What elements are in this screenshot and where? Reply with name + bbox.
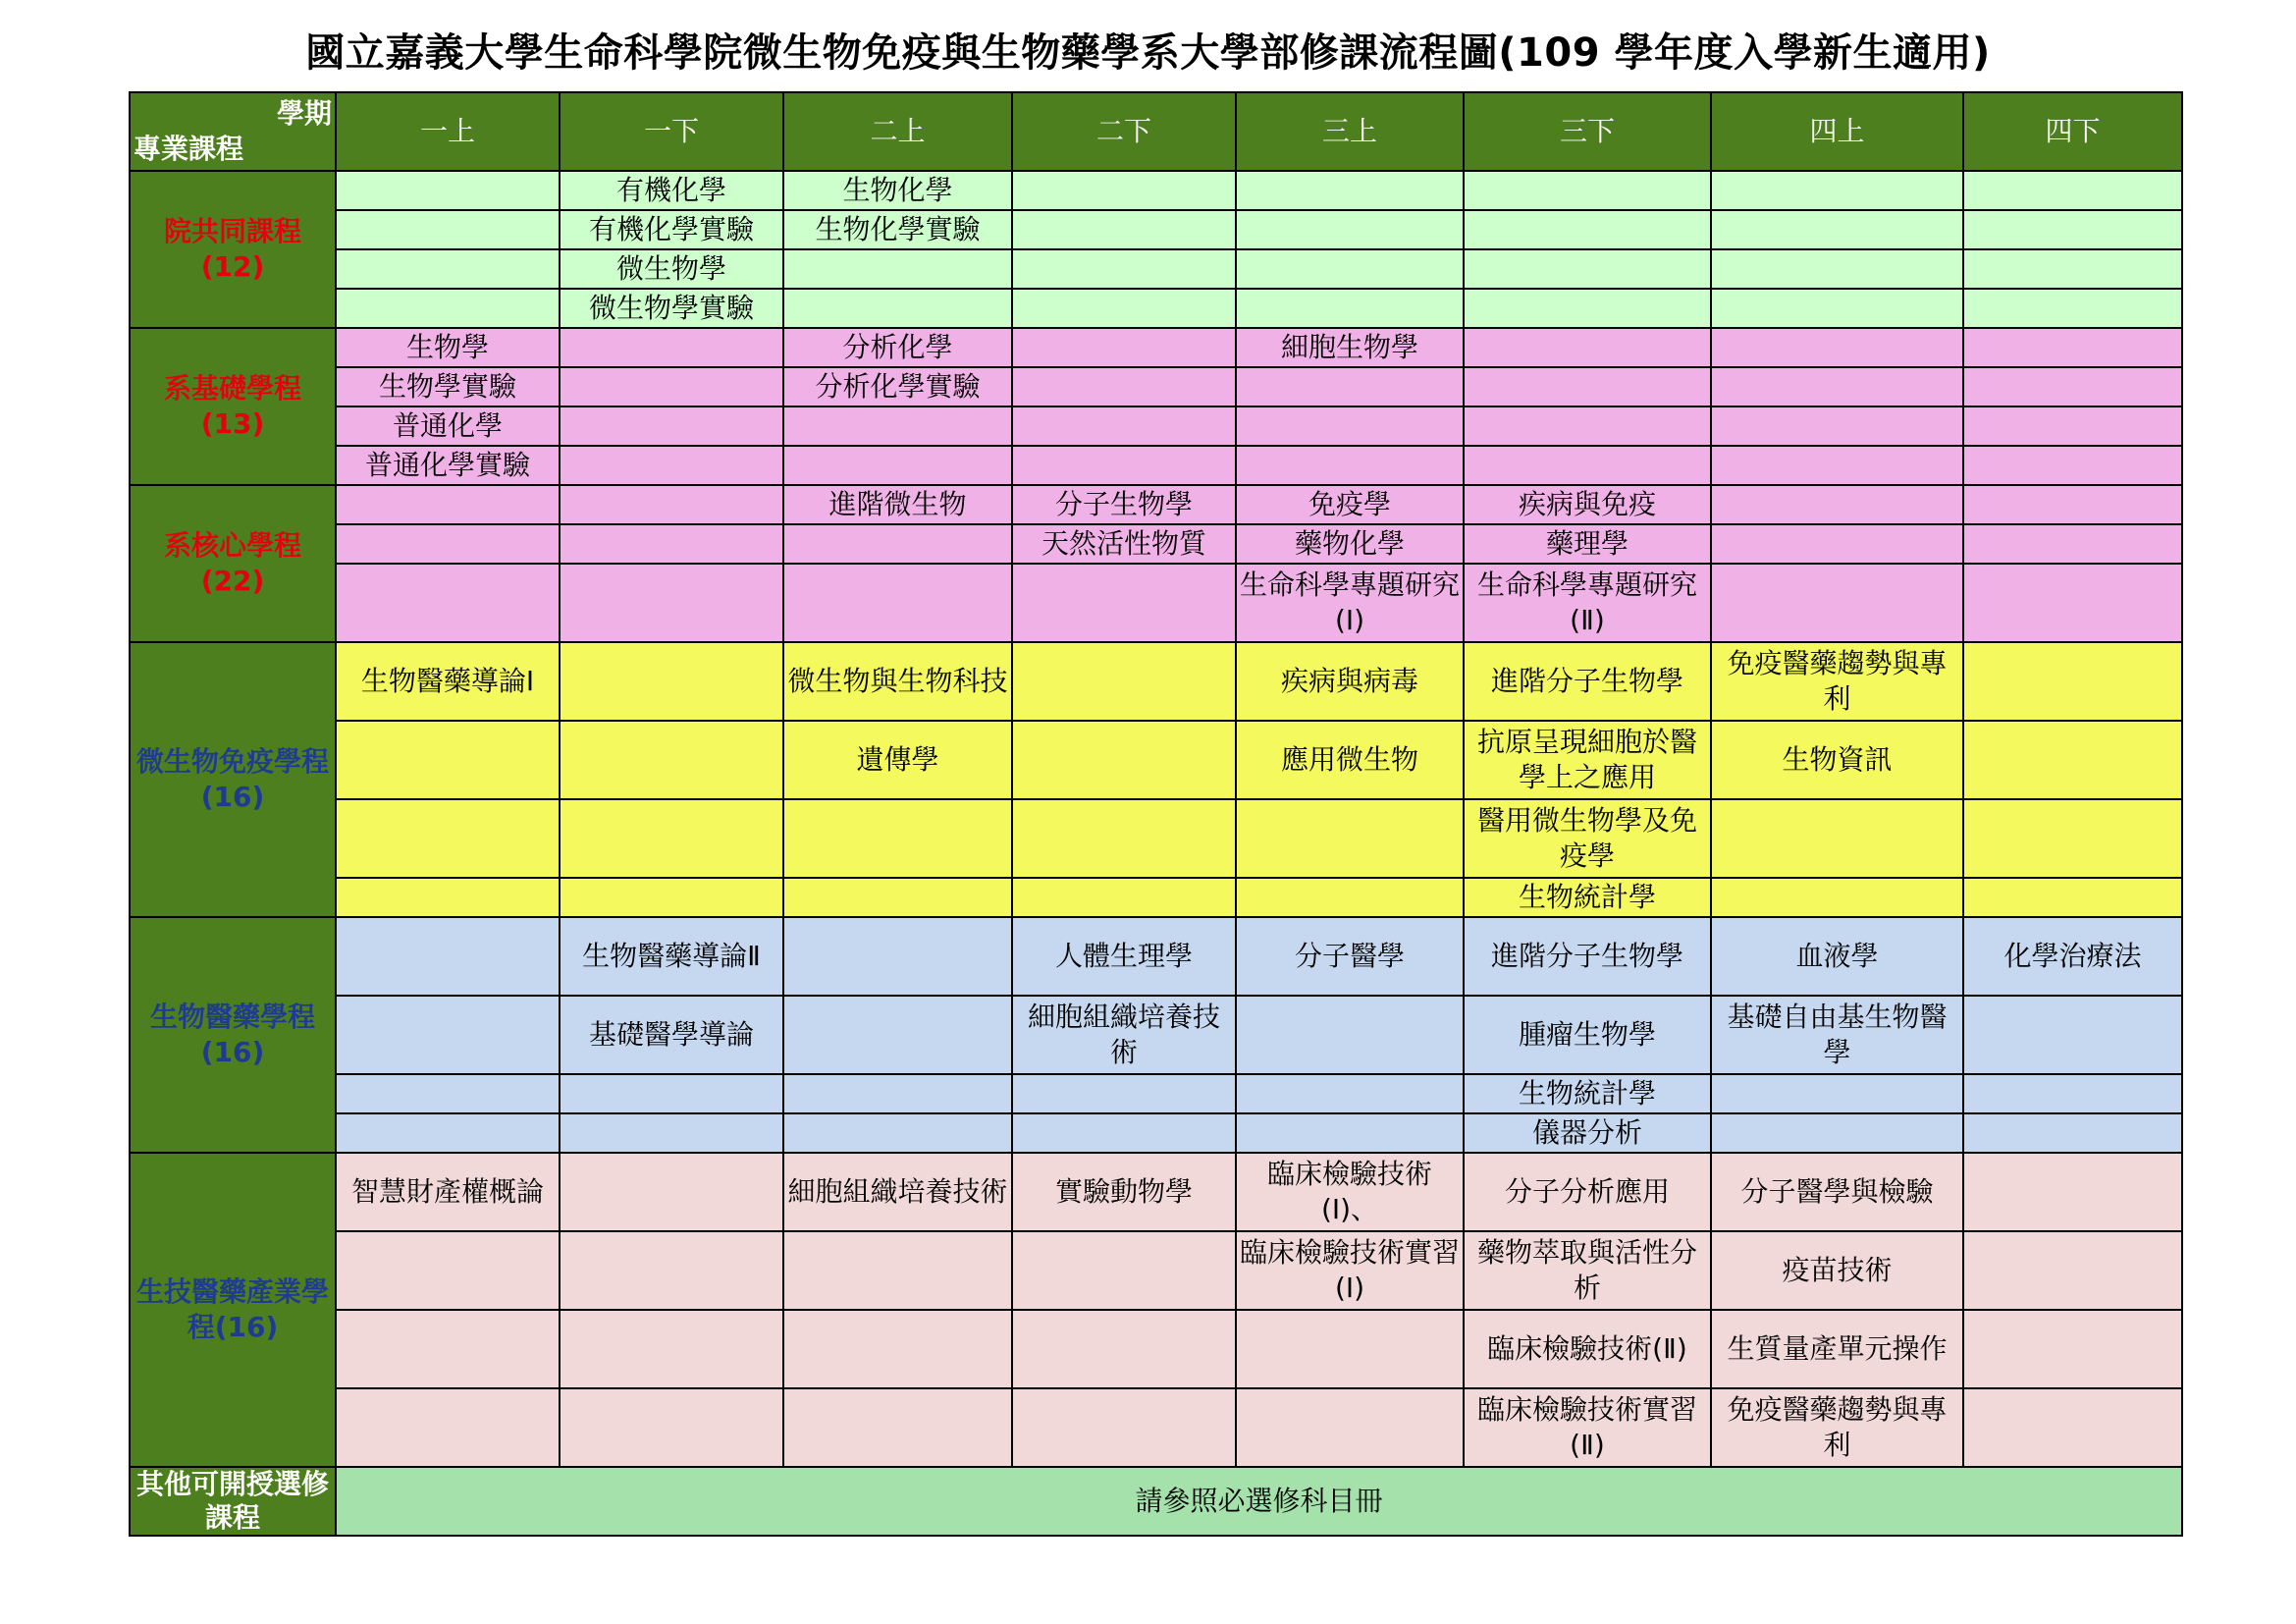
program-name: 微生物免疫學程(16): [135, 745, 329, 813]
course-cell: [1711, 210, 1963, 249]
course-cell: [1963, 289, 2182, 328]
course-cell: [1963, 1113, 2182, 1153]
course-cell: [560, 1310, 783, 1388]
course-row: [130, 996, 2182, 1074]
course-cell: [336, 210, 560, 249]
course-cell: 分子醫學與檢驗: [1711, 1153, 1963, 1231]
course-cell: [1012, 249, 1236, 289]
course-cell: 人體生理學: [1012, 917, 1236, 996]
course-cell: 進階分子生物學: [1464, 642, 1711, 721]
course-row: [130, 917, 2182, 996]
course-cell: [336, 1388, 560, 1467]
course-row: [130, 485, 2182, 524]
course-row: [130, 799, 2182, 878]
course-cell: [1012, 171, 1236, 210]
course-cell: [1963, 878, 2182, 917]
other-electives-row: [130, 1467, 2182, 1536]
course-cell: [1012, 367, 1236, 406]
program-label: [130, 1153, 336, 1467]
course-cell: [1236, 446, 1464, 485]
course-cell: 生命科學專題研究(Ⅰ): [1236, 564, 1464, 642]
course-cell: [1963, 524, 2182, 564]
course-cell: [1012, 721, 1236, 799]
course-cell: [1012, 1231, 1236, 1310]
course-cell: 生物學: [336, 328, 560, 367]
course-cell: [783, 524, 1012, 564]
course-row: [130, 446, 2182, 485]
course-cell: [1236, 367, 1464, 406]
program-label: [130, 171, 336, 328]
course-cell: 疫苗技術: [1711, 1231, 1963, 1310]
course-cell: 抗原呈現細胞於醫學上之應用: [1464, 721, 1711, 799]
course-cell: 生物醫藥導論Ⅱ: [560, 917, 783, 996]
course-cell: [1711, 1113, 1963, 1153]
course-cell: [1963, 367, 2182, 406]
course-cell: 生物統計學: [1464, 878, 1711, 917]
course-cell: 基礎醫學導論: [560, 996, 783, 1074]
course-cell: 臨床檢驗技術(Ⅰ)、: [1236, 1153, 1464, 1231]
course-cell: [560, 721, 783, 799]
course-cell: [1012, 1310, 1236, 1388]
course-cell: 進階分子生物學: [1464, 917, 1711, 996]
course-cell: [783, 799, 1012, 878]
course-cell: [336, 721, 560, 799]
course-cell: [560, 1074, 783, 1113]
course-row: [130, 1153, 2182, 1231]
course-cell: [336, 799, 560, 878]
course-row: [130, 721, 2182, 799]
course-cell: [1711, 289, 1963, 328]
course-cell: [1012, 289, 1236, 328]
course-cell: 臨床檢驗技術實習(Ⅰ): [1236, 1231, 1464, 1310]
course-cell: 遺傳學: [783, 721, 1012, 799]
page-title: 國立嘉義大學生命科學院微生物免疫與生物藥學系大學部修課流程圖(109 學年度入學新生適用): [305, 30, 1991, 76]
course-cell: [1464, 289, 1711, 328]
course-cell: [560, 328, 783, 367]
course-cell: [1711, 524, 1963, 564]
course-cell: [560, 878, 783, 917]
course-cell: 基礎自由基生物醫學: [1711, 996, 1963, 1074]
course-cell: 生物統計學: [1464, 1074, 1711, 1113]
program-label: [130, 642, 336, 917]
course-cell: [1711, 171, 1963, 210]
course-cell: [1464, 446, 1711, 485]
course-cell: 生質量產單元操作: [1711, 1310, 1963, 1388]
course-cell: [1012, 328, 1236, 367]
course-cell: [336, 289, 560, 328]
semester-header: 三上: [1236, 92, 1464, 171]
course-cell: [1012, 878, 1236, 917]
course-cell: [560, 406, 783, 446]
course-cell: [336, 996, 560, 1074]
course-row: [130, 564, 2182, 642]
course-cell: 疾病與病毒: [1236, 642, 1464, 721]
course-cell: [1236, 171, 1464, 210]
course-cell: [560, 1153, 783, 1231]
course-cell: [1963, 406, 2182, 446]
course-cell: [1236, 1310, 1464, 1388]
course-flow-table: [129, 91, 2183, 1537]
course-cell: [560, 1231, 783, 1310]
course-cell: [1963, 642, 2182, 721]
course-cell: 分子分析應用: [1464, 1153, 1711, 1231]
course-cell: 血液學: [1711, 917, 1963, 996]
course-row: [130, 1113, 2182, 1153]
course-cell: 細胞組織培養技術: [783, 1153, 1012, 1231]
course-row: [130, 367, 2182, 406]
course-cell: 智慧財產權概論: [336, 1153, 560, 1231]
course-cell: 分子醫學: [1236, 917, 1464, 996]
course-row: [130, 406, 2182, 446]
course-cell: [1963, 1074, 2182, 1113]
course-cell: 免疫醫藥趨勢與專利: [1711, 1388, 1963, 1467]
course-cell: [336, 1113, 560, 1153]
course-cell: [1236, 1113, 1464, 1153]
course-cell: 生命科學專題研究(Ⅱ): [1464, 564, 1711, 642]
course-cell: [783, 1113, 1012, 1153]
course-cell: 有機化學實驗: [560, 210, 783, 249]
course-cell: [1963, 171, 2182, 210]
course-cell: 分析化學實驗: [783, 367, 1012, 406]
program-label: [130, 328, 336, 485]
program-label: [130, 485, 336, 642]
course-cell: 藥物萃取與活性分析: [1464, 1231, 1711, 1310]
course-cell: 腫瘤生物學: [1464, 996, 1711, 1074]
course-cell: [1963, 799, 2182, 878]
course-cell: 細胞生物學: [1236, 328, 1464, 367]
course-cell: [336, 878, 560, 917]
course-cell: [1711, 878, 1963, 917]
semester-header: 一上: [336, 92, 560, 171]
course-cell: [1464, 406, 1711, 446]
program-credits: (12): [200, 250, 265, 283]
course-cell: [336, 171, 560, 210]
course-cell: [783, 1074, 1012, 1113]
course-cell: [783, 1231, 1012, 1310]
course-row: [130, 878, 2182, 917]
course-cell: [336, 1074, 560, 1113]
program-name: 系基礎學程: [163, 372, 301, 405]
course-cell: [336, 485, 560, 524]
course-cell: 天然活性物質: [1012, 524, 1236, 564]
course-cell: 免疫醫藥趨勢與專利: [1711, 642, 1963, 721]
course-row: [130, 1310, 2182, 1388]
course-cell: 藥物化學: [1236, 524, 1464, 564]
course-cell: 普通化學: [336, 406, 560, 446]
course-cell: [1711, 446, 1963, 485]
course-cell: [1236, 1074, 1464, 1113]
course-cell: 生物學實驗: [336, 367, 560, 406]
course-cell: 細胞組織培養技術: [1012, 996, 1236, 1074]
course-cell: [560, 642, 783, 721]
course-cell: [783, 249, 1012, 289]
course-cell: [1012, 642, 1236, 721]
course-cell: [1711, 564, 1963, 642]
program-name: 院共同課程: [163, 215, 301, 247]
course-cell: [1012, 446, 1236, 485]
course-cell: [1963, 996, 2182, 1074]
course-cell: [1711, 249, 1963, 289]
course-cell: [783, 446, 1012, 485]
program-credits: (13): [200, 407, 265, 440]
course-cell: [1963, 249, 2182, 289]
course-cell: 進階微生物: [783, 485, 1012, 524]
course-row: [130, 1074, 2182, 1113]
course-cell: 臨床檢驗技術實習(Ⅱ): [1464, 1388, 1711, 1467]
course-cell: [336, 1231, 560, 1310]
course-cell: [1711, 485, 1963, 524]
course-cell: 疾病與免疫: [1464, 485, 1711, 524]
course-cell: [783, 878, 1012, 917]
course-cell: [1963, 1388, 2182, 1467]
course-cell: 分析化學: [783, 328, 1012, 367]
program-credits: (22): [200, 565, 265, 597]
course-cell: [1012, 1113, 1236, 1153]
course-cell: [1711, 1074, 1963, 1113]
course-cell: [560, 564, 783, 642]
course-cell: [783, 406, 1012, 446]
course-row: [130, 642, 2182, 721]
course-cell: 分子生物學: [1012, 485, 1236, 524]
course-cell: [783, 1388, 1012, 1467]
semester-header: 四上: [1711, 92, 1963, 171]
course-cell: 化學治療法: [1963, 917, 2182, 996]
course-cell: [1464, 210, 1711, 249]
semester-header: 二上: [783, 92, 1012, 171]
course-cell: [1012, 210, 1236, 249]
course-cell: [1963, 446, 2182, 485]
course-cell: 生物化學: [783, 171, 1012, 210]
course-cell: 醫用微生物學及免疫學: [1464, 799, 1711, 878]
course-cell: [1963, 721, 2182, 799]
course-cell: [1711, 799, 1963, 878]
program-name: 系核心學程: [163, 529, 301, 562]
course-cell: [560, 1113, 783, 1153]
course-cell: [1963, 1231, 2182, 1310]
course-cell: 普通化學實驗: [336, 446, 560, 485]
course-cell: 實驗動物學: [1012, 1153, 1236, 1231]
course-cell: [1464, 171, 1711, 210]
program-label: [130, 917, 336, 1153]
course-cell: 臨床檢驗技術(Ⅱ): [1464, 1310, 1711, 1388]
course-cell: [1236, 996, 1464, 1074]
course-cell: [783, 917, 1012, 996]
course-cell: [1963, 1310, 2182, 1388]
course-cell: [783, 1310, 1012, 1388]
course-cell: [560, 446, 783, 485]
course-cell: [1236, 799, 1464, 878]
course-cell: [560, 367, 783, 406]
course-cell: [1963, 210, 2182, 249]
course-cell: [1963, 564, 2182, 642]
course-cell: 免疫學: [1236, 485, 1464, 524]
program-name: 生技醫藥產業學程(16): [135, 1275, 329, 1343]
course-cell: 生物醫藥導論Ⅰ: [336, 642, 560, 721]
semester-header: 一下: [560, 92, 783, 171]
course-cell: 有機化學: [560, 171, 783, 210]
course-row: [130, 249, 2182, 289]
course-cell: [1236, 289, 1464, 328]
course-cell: [1464, 249, 1711, 289]
course-cell: 微生物學實驗: [560, 289, 783, 328]
course-cell: [1711, 328, 1963, 367]
course-cell: [1012, 799, 1236, 878]
course-cell: [1236, 878, 1464, 917]
course-cell: [1464, 367, 1711, 406]
other-electives-note: 請參照必選修科目冊: [336, 1467, 2182, 1536]
course-cell: [783, 564, 1012, 642]
semester-header: 二下: [1012, 92, 1236, 171]
course-cell: 儀器分析: [1464, 1113, 1711, 1153]
course-cell: 微生物學: [560, 249, 783, 289]
course-cell: [560, 524, 783, 564]
course-cell: 藥理學: [1464, 524, 1711, 564]
course-row: [130, 289, 2182, 328]
course-cell: [1963, 328, 2182, 367]
course-cell: 應用微生物: [1236, 721, 1464, 799]
course-cell: [1012, 1074, 1236, 1113]
course-row: [130, 328, 2182, 367]
course-cell: [1012, 406, 1236, 446]
other-electives-label: 其他可開授選修課程: [130, 1467, 336, 1536]
course-cell: [1236, 210, 1464, 249]
program-name: 生物醫藥學程(16): [149, 1001, 315, 1068]
header-corner-cell: [130, 92, 336, 171]
course-cell: [1963, 485, 2182, 524]
course-row: [130, 171, 2182, 210]
course-cell: [336, 564, 560, 642]
course-cell: [336, 1310, 560, 1388]
course-cell: [336, 524, 560, 564]
course-cell: 生物化學實驗: [783, 210, 1012, 249]
course-cell: [783, 996, 1012, 1074]
course-cell: [1236, 249, 1464, 289]
course-cell: [1236, 406, 1464, 446]
course-cell: [1012, 564, 1236, 642]
course-cell: [336, 917, 560, 996]
course-cell: [560, 1388, 783, 1467]
semester-header: 三下: [1464, 92, 1711, 171]
course-cell: [1711, 367, 1963, 406]
course-row: [130, 1388, 2182, 1467]
course-cell: 生物資訊: [1711, 721, 1963, 799]
course-cell: [560, 799, 783, 878]
course-cell: [783, 289, 1012, 328]
course-cell: [1963, 1153, 2182, 1231]
course-cell: [1236, 1388, 1464, 1467]
course-cell: [1464, 328, 1711, 367]
course-row: [130, 524, 2182, 564]
course-cell: 微生物與生物科技: [783, 642, 1012, 721]
course-cell: [560, 485, 783, 524]
corner-semester-label: 學期: [276, 97, 332, 130]
header-row: [130, 92, 2182, 171]
corner-course-label: 專業課程: [133, 133, 244, 165]
course-cell: [1012, 1388, 1236, 1467]
course-cell: [1711, 406, 1963, 446]
course-cell: [336, 249, 560, 289]
semester-header: 四下: [1963, 92, 2182, 171]
course-row: [130, 1231, 2182, 1310]
course-row: [130, 210, 2182, 249]
